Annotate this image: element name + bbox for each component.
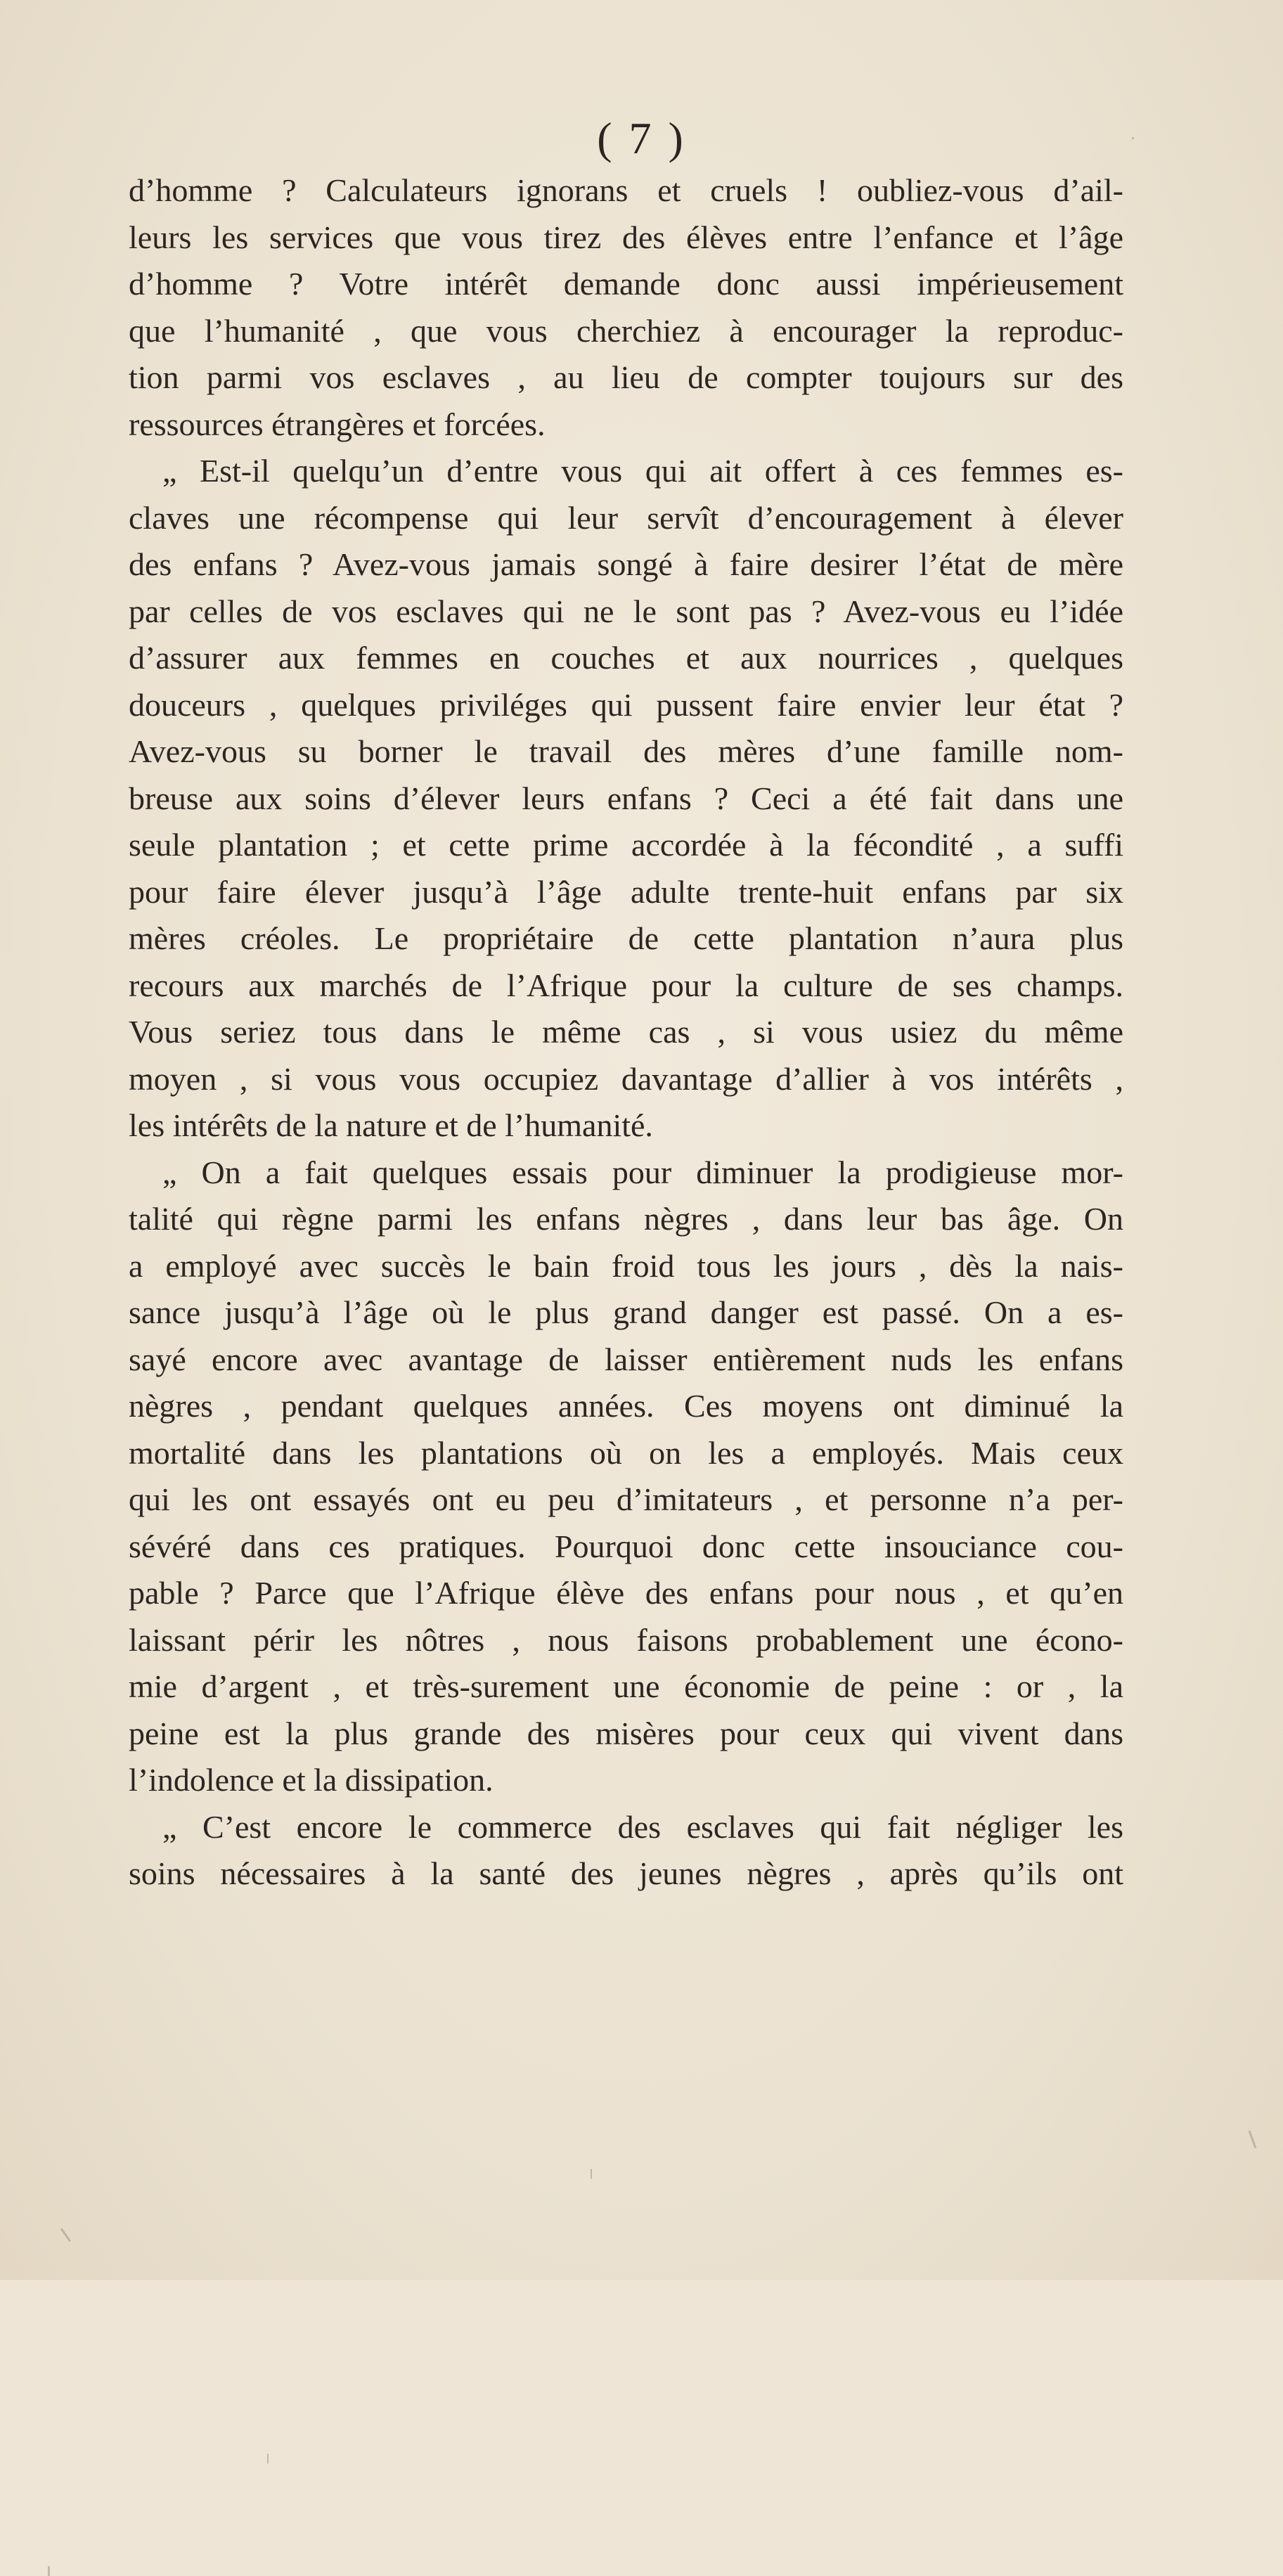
text-line: d’homme ? Votre intérêt demande donc aussi impérieusement xyxy=(129,266,1123,302)
text-line: les intérêts de la nature et de l’humanité. xyxy=(129,1107,653,1143)
paper-speck xyxy=(48,2566,50,2576)
text-line: d’assurer aux femmes en couches et aux nourrices , quelques xyxy=(129,640,1123,676)
body-text xyxy=(129,167,1123,1898)
text-line: laissant périr les nôtres , nous faisons probablement une écono- xyxy=(129,1621,1123,1658)
text-line: recours aux marchés de l’Afrique pour la culture de ses champs. xyxy=(129,967,1123,1003)
paper-speck xyxy=(267,2454,269,2464)
text-line: leurs les services que vous tirez des élèves entre l’enfance et l’âge xyxy=(129,219,1123,255)
text-line: tion parmi vos esclaves , au lieu de compter toujours sur des xyxy=(129,359,1123,395)
text-line: qui les ont essayés ont eu peu d’imitateurs , et personne n’a per- xyxy=(129,1481,1123,1517)
text-line: mortalité dans les plantations où on les a employés. Mais ceux xyxy=(129,1434,1123,1471)
text-line: que l’humanité , que vous cherchiez à encourager la reproduc- xyxy=(129,312,1123,349)
text-line: sance jusqu’à l’âge où le plus grand danger est passé. On a es- xyxy=(129,1294,1123,1330)
text-line: Avez-vous su borner le travail des mères d’une famille nom- xyxy=(129,733,1123,769)
paper-speck xyxy=(591,2169,592,2179)
text-line: ressources étrangères et forcées. xyxy=(129,406,546,442)
text-line: par celles de vos esclaves qui ne le sont pas ? Avez-vous eu l’idée xyxy=(129,593,1123,629)
text-line: nègres , pendant quelques années. Ces moyens ont diminué la xyxy=(129,1388,1123,1424)
text-line: „ On a fait quelques essais pour diminuer la prodigieuse mor- xyxy=(162,1154,1123,1190)
text-line: mie d’argent , et très-surement une économie de peine : or , la xyxy=(129,1668,1123,1704)
text-line: l’indolence et la dissipation. xyxy=(129,1762,494,1798)
text-line: Vous seriez tous dans le même cas , si vous usiez du même xyxy=(129,1014,1123,1050)
page-number: ( 7 ) xyxy=(597,113,686,163)
text-line: pable ? Parce que l’Afrique élève des enfans pour nous , et qu’en xyxy=(129,1575,1123,1611)
text-line: moyen , si vous vous occupiez davantage d’allier à vos intérêts , xyxy=(129,1060,1123,1097)
paper-speck xyxy=(1132,137,1134,139)
paper-speck xyxy=(1249,2130,1257,2148)
text-line: „ Est-il quelqu’un d’entre vous qui ait offert à ces femmes es- xyxy=(162,453,1123,489)
text-line: seule plantation ; et cette prime accordée à la fécondité , a suffi xyxy=(129,827,1123,863)
paper-speck xyxy=(60,2228,71,2242)
text-line: claves une récompense qui leur servît d’encouragement à élever xyxy=(129,499,1123,536)
text-line: talité qui règne parmi les enfans nègres , dans leur bas âge. On xyxy=(129,1201,1123,1237)
text-line: „ C’est encore le commerce des esclaves qui fait négliger les xyxy=(162,1808,1123,1845)
text-line: soins nécessaires à la santé des jeunes nègres , après qu’ils ont xyxy=(129,1855,1123,1891)
text-line: a employé avec succès le bain froid tous les jours , dès la nais- xyxy=(129,1247,1123,1284)
text-line: sévéré dans ces pratiques. Pourquoi donc cette insouciance cou- xyxy=(129,1528,1123,1564)
text-line: peine est la plus grande des misères pour ceux qui vivent dans xyxy=(129,1715,1123,1751)
text-line: mères créoles. Le propriétaire de cette plantation n’aura plus xyxy=(129,920,1123,956)
text-line: pour faire élever jusqu’à l’âge adulte trente-huit enfans par six xyxy=(129,873,1123,910)
text-line: breuse aux soins d’élever leurs enfans ? Ceci a été fait dans une xyxy=(129,780,1123,816)
text-line: d’homme ? Calculateurs ignorans et cruels ! oubliez-vous d’ail- xyxy=(129,172,1123,208)
text-line: douceurs , quelques priviléges qui pussent faire envier leur état ? xyxy=(129,686,1123,723)
text-line: sayé encore avec avantage de laisser entièrement nuds les enfans xyxy=(129,1341,1123,1377)
text-line: des enfans ? Avez-vous jamais songé à faire desirer l’état de mère xyxy=(129,546,1123,582)
